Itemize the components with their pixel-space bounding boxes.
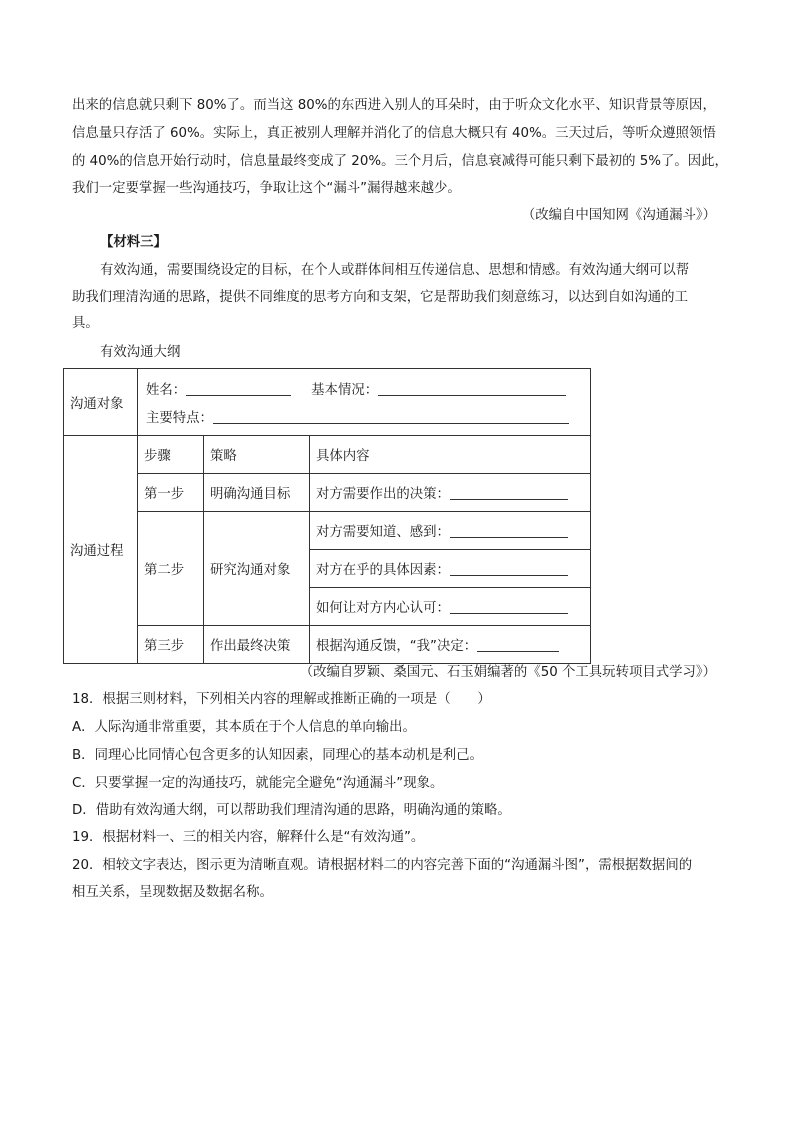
strategy-text: 研究沟通对象 <box>210 563 291 578</box>
answer-blank[interactable] <box>477 637 559 652</box>
header-content-text: 具体内容 <box>316 449 370 464</box>
content-text: 对方需要作出的决策： <box>316 487 450 502</box>
name-label: 姓名： <box>146 382 187 398</box>
content-cell <box>310 588 591 626</box>
basic-info-label: 基本情况： <box>311 382 379 398</box>
paragraph-line: 我们一定要掌握一些沟通技巧，争取让这个“漏斗”漏得越来越少。 <box>72 181 461 196</box>
strategy-text: 作出最终决策 <box>210 639 291 654</box>
step-cell <box>138 512 204 626</box>
strategy-cell <box>204 626 310 664</box>
target-info-cell <box>138 369 591 436</box>
question-20: 20．相较文字表达，图示更为清晰直观。请根据材料二的内容完善下面的“沟通漏斗图”，需根据数据间的 <box>72 858 693 873</box>
question-19: 19．根据材料一、三的相关内容，解释什么是“有效沟通”。 <box>72 830 425 845</box>
paragraph-line: 的 40%的信息开始行动时，信息量最终变成了 20%。三个月后，信息衰减得可能只剩下最初的 5%了。因此， <box>72 154 728 169</box>
strategy-cell <box>204 512 310 626</box>
source-citation: （改编自罗颖、桑国元、石玉娟编著的《50 个工具玩转项目式学习》） <box>299 665 716 680</box>
section-heading: 【材料三】 <box>100 235 167 250</box>
option-d[interactable]: D．借助有效沟通大纲，可以帮助我们理清沟通的思路，明确沟通的策略。 <box>72 803 511 818</box>
question-18: 18．根据三则材料，下列相关内容的理解或推断正确的一项是（ ） <box>72 692 491 707</box>
header-step-text: 步骤 <box>144 449 171 464</box>
paragraph-line: 出来的信息就只剩下 80%了。而当这 80%的东西进入别人的耳朵时，由于听众文化水平、知识背景等原因， <box>72 98 716 113</box>
step-cell <box>138 474 204 512</box>
source-citation: （改编自中国知网《沟通漏斗》） <box>521 208 716 223</box>
header-strategy <box>204 436 310 474</box>
name-blank[interactable] <box>186 381 291 396</box>
step-text: 第二步 <box>144 563 185 578</box>
content-text: 对方在乎的具体因素： <box>316 563 450 578</box>
paragraph-line: 具。 <box>72 316 99 331</box>
content-cell <box>310 512 591 550</box>
strategy-text: 明确沟通目标 <box>210 487 291 502</box>
paragraph-line: 信息量只存活了 60%。实际上，真正被别人理解并消化了的信息大概只有 40%。三天过后，等听众遵照领悟 <box>72 126 716 141</box>
content-cell <box>310 474 591 512</box>
answer-blank[interactable] <box>450 599 568 614</box>
content-text: 如何让对方内心认可： <box>316 601 450 616</box>
content-cell <box>310 626 591 664</box>
header-step <box>138 436 204 474</box>
target-label: 沟通对象 <box>70 396 124 412</box>
content-text: 根据沟通反馈，“我”决定： <box>316 639 478 654</box>
header-strategy-text: 策略 <box>210 449 237 464</box>
content-text: 对方需要知道、感到： <box>316 525 450 540</box>
answer-blank[interactable] <box>450 523 568 538</box>
answer-blank[interactable] <box>450 561 568 576</box>
step-text: 第三步 <box>144 639 185 654</box>
paragraph-line: 助我们理清沟通的思路，提供不同维度的思考方向和支架，它是帮助我们刻意练习，以达到自如沟通的工 <box>72 290 688 305</box>
option-b[interactable]: B．同理心比同情心包含更多的认知因素，同理心的基本动机是利己。 <box>72 748 483 763</box>
strategy-cell <box>204 474 310 512</box>
answer-blank[interactable] <box>450 485 568 500</box>
target-label-cell <box>64 369 138 436</box>
features-label: 主要特点： <box>146 410 213 426</box>
features-blank[interactable] <box>213 409 569 424</box>
communication-outline-table <box>63 368 591 664</box>
step-text: 第一步 <box>144 487 185 502</box>
basic-info-blank[interactable] <box>378 381 566 396</box>
option-c[interactable]: C．只要掌握一定的沟通技巧，就能完全避免“沟通漏斗”现象。 <box>72 776 444 791</box>
paragraph-line: 有效沟通，需要围绕设定的目标，在个人或群体间相互传递信息、思想和情感。有效沟通大纲可以帮 <box>100 263 690 278</box>
content-cell <box>310 550 591 588</box>
step-cell <box>138 626 204 664</box>
process-label: 沟通过程 <box>70 544 124 559</box>
question-20-continued: 相互关系，呈现数据及数据名称。 <box>72 885 273 900</box>
header-content <box>310 436 591 474</box>
process-label-cell <box>64 436 138 664</box>
table-title: 有效沟通大纲 <box>100 345 181 360</box>
option-a[interactable]: A．人际沟通非常重要，其本质在于个人信息的单向输出。 <box>72 720 416 735</box>
